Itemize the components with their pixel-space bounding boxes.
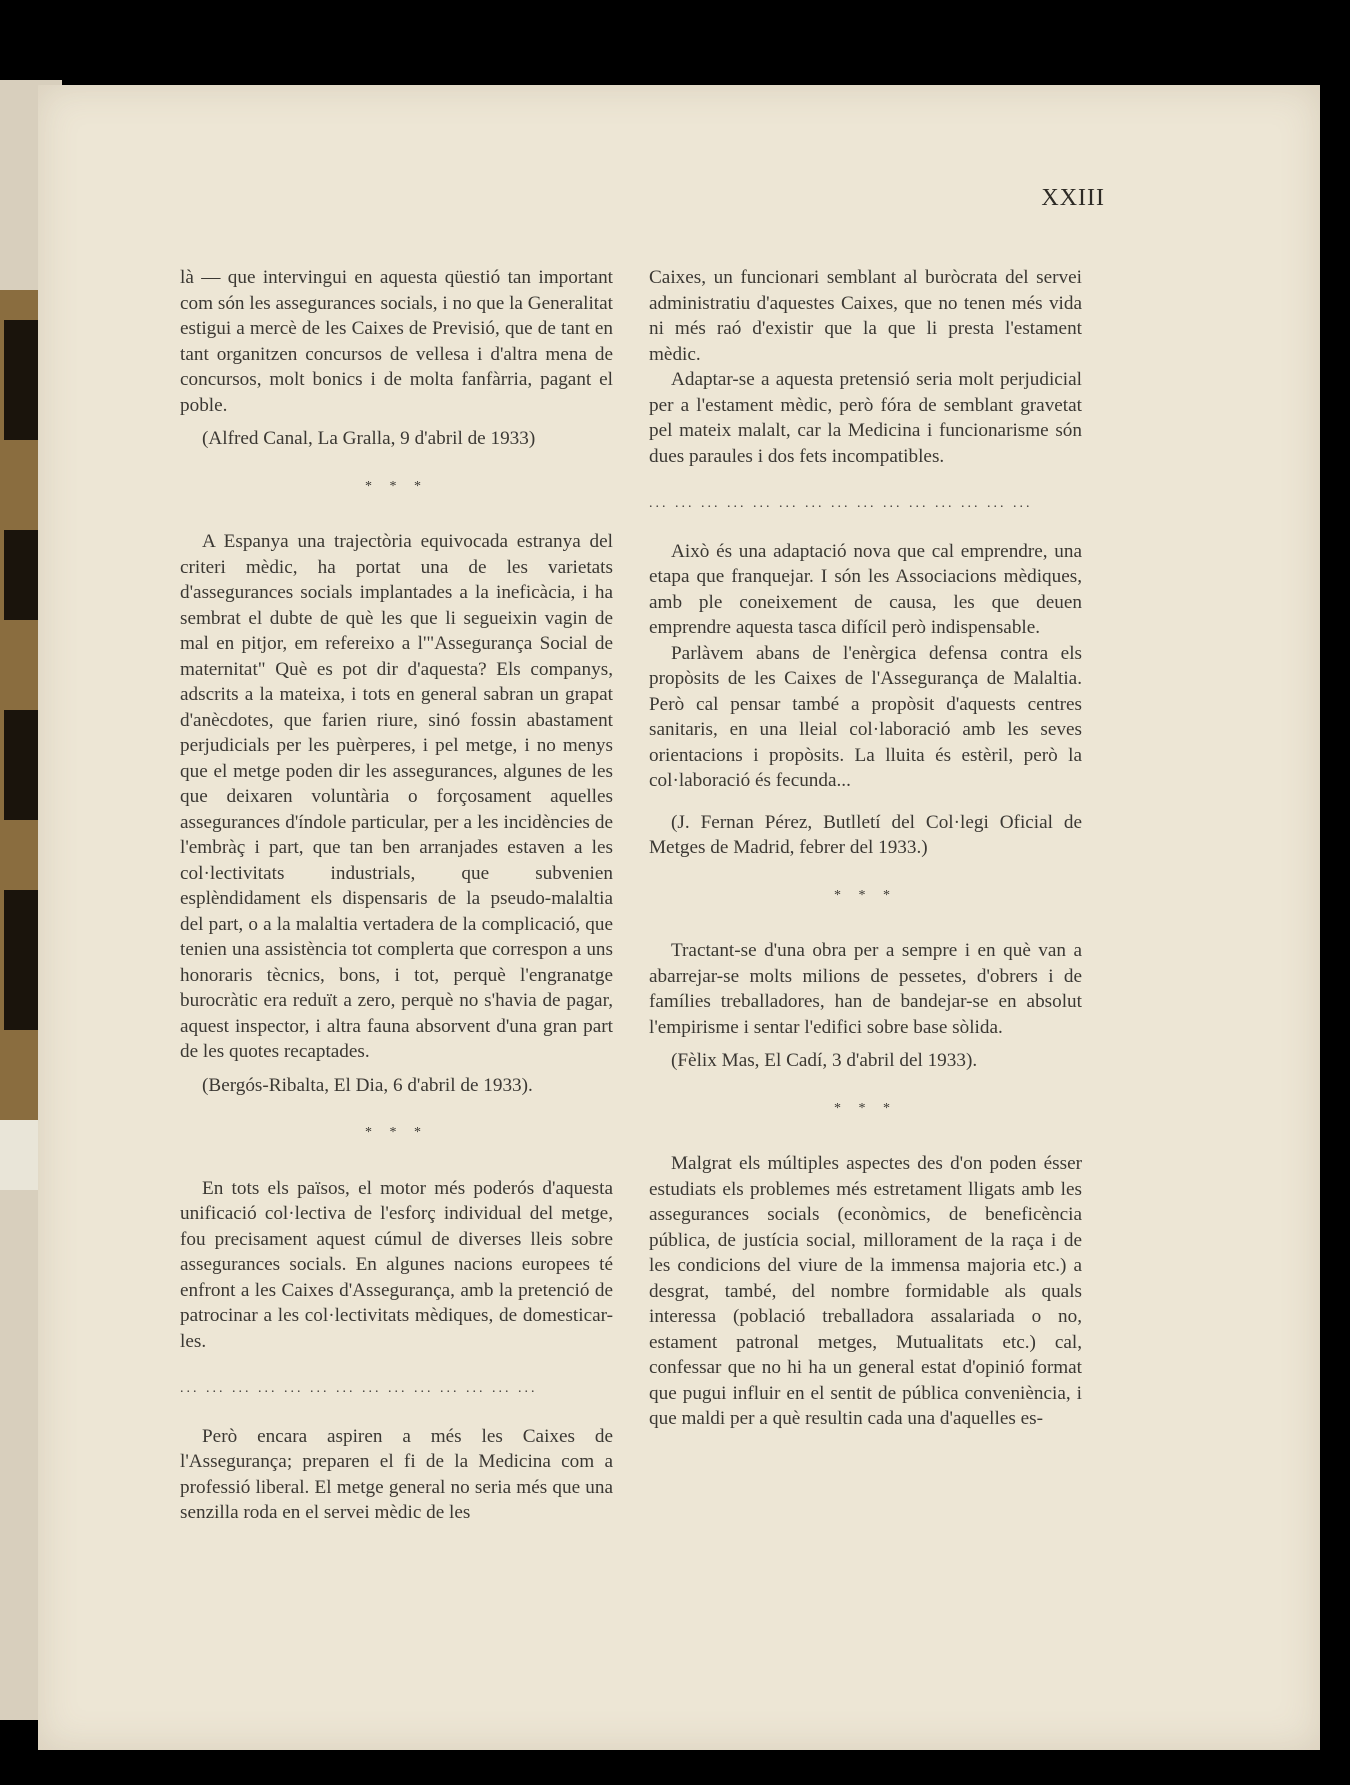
paragraph: Tractant-se d'una obra per a sempre i en què van a abarrejar-se molts milions de pessetes, d'obrers i de famílies treballadores, han de bandejar-se en absolut l'empirisme i sentar l'edifici sobre base sòlida. — [649, 940, 1082, 1038]
citation: (J. Fernan Pérez, Butlletí del Col·legi Oficial de Metges de Madrid, febrer del 1933.) — [649, 811, 1082, 858]
section-separator: * * * — [834, 1100, 897, 1116]
left-column — [180, 265, 613, 1526]
paragraph: En tots els països, el motor més poderós d'aquesta unificació col·lectiva de l'esforç individual del metge, fou precisament aquest cúmul de diverses lleis sobre assegurances socials. En algunes nacions europees té enfront a les Caixes d'Assegurança, amb la pretenció de patrocinar a les col·lectivitats mèdiques, de domesticar-les. — [180, 1177, 613, 1352]
page-sheet — [38, 85, 1320, 1750]
page-number: XXIII — [1041, 185, 1105, 211]
section-separator: * * * — [365, 1125, 428, 1140]
section-separator: * * * — [834, 887, 897, 903]
paragraph: Això és una adaptació nova que cal emprendre, una etapa que franquejar. I són les Associacions mèdiques, amb ple coneixement de causa, les que deuen emprendre aquesta tasca difícil però indispensable. — [649, 540, 1082, 638]
paragraph: Parlàvem abans de l'enèrgica defensa contra els propòsits de les Caixes de l'Assegurança de Malaltia. Però cal pensar també a propòsit d'aquests centres sanitaris, en una lleial col·laboració amb les seves orientacions i propòsits. La lluita és estèril, però la col·laboració és fecunda... — [649, 642, 1082, 791]
paragraph: A Espanya una trajectòria equivocada estranya del criteri mèdic, ha portat una de les varietats d'assegurances socials implantades a la ineficàcia, i ha sembrat el dubte de què les que li segueixin vagin de mal en pitjor, em refereixo a l'"Assegurança Social de maternitat" Què es pot dir d'aquesta? Els companys, adscrits a la mateixa, i tots en general sabran un grapat d'anècdotes, que farien riure, sinó fossin abastament perjudicials per les puèrperes, i pel metge, i no menys que el metge poden dir les assegurances, algunes de les que deixaren voluntària o forçosament aquelles assegurances d'índole particular, per a les incidències de l'embràç i part, que tan ben arranjades estaven a les col·lectivitats industrials, que subvenien esplèndidament els dispensaris de la pseudo-malaltia del part, o a la malaltia vertadera de la complicació, que tenien una assistència tot complerta que correspon a uns honoraris tècnics, bons, i tot, perquè l'engranatge burocràtic era reduït a zero, perquè no s'havia de pagar, aquest inspector, i altra fauna absorvent d'una gran part de les quotes recaptades. — [180, 531, 613, 1062]
section-separator: * * * — [365, 478, 428, 494]
paragraph: Adaptar-se a aquesta pretensió seria molt perjudicial per a l'estament mèdic, però fóra de semblant gravetat pel mateix malalt, car la Medicina i funcionarisme són dues paraules i dos fets incompatibles. — [649, 369, 1082, 467]
right-column — [649, 265, 1082, 1432]
paragraph: là — que intervingui en aquesta qüestió tan important com són les assegurances socials, i no que la Generalitat estigui a mercè de les Caixes de Previsió, que de tant en tant organitzen concursos de vellesa i d'altra mena de concursos, molt bonics i de molta fanfàrria, pagant el poble. — [180, 267, 613, 416]
paragraph: Però encara aspiren a més les Caixes de l'Assegurança; preparen el fi de la Medicina com a professió liberal. El metge general no seria més que una senzilla roda en el servei mèdic de les — [180, 1425, 613, 1523]
ellipsis-line: ... ... ... ... ... ... ... ... ... ... ... ... ... ... ... — [649, 496, 1033, 511]
ellipsis-line: ... ... ... ... ... ... ... ... ... ... ... ... ... ... — [180, 1381, 538, 1396]
citation: (Fèlix Mas, El Cadí, 3 d'abril del 1933). — [671, 1050, 978, 1071]
citation: (Bergós-Ribalta, El Dia, 6 d'abril de 1933). — [202, 1074, 533, 1096]
paragraph: Malgrat els múltiples aspectes des d'on poden ésser estudiats els problemes més estretament lligats amb les assegurances socials (econòmics, de beneficència pública, de justícia social, millorament de la raça i de les condicions del viure de la immensa majoria etc.) a desgrat, també, del nombre formidable als quals interessa (població treballadora assalariada o no, estament patronal metges, Mutualitats etc.) cal, confessar que no hi ha un general estat d'opinió format que pugui influir en el sentit de pública conveniència, i que maldi per a què resultin cada una d'aquelles es- — [649, 1153, 1082, 1429]
paragraph: Caixes, un funcionari semblant al buròcrata del servei administratiu d'aquestes Caixes, que no tenen més vida ni més raó d'existir que la que li presta l'estament mèdic. — [649, 267, 1082, 365]
citation: (Alfred Canal, La Gralla, 9 d'abril de 1933) — [202, 428, 536, 449]
